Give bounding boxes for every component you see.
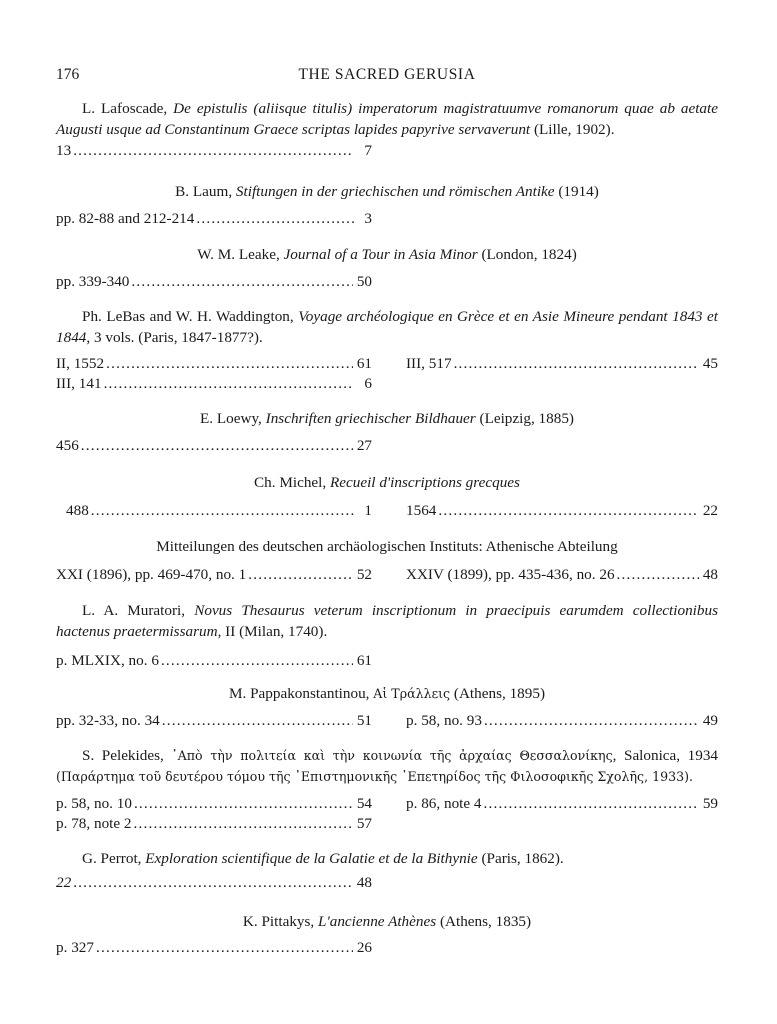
citation — [56, 408, 718, 429]
reference — [56, 271, 372, 292]
reference-number: 52 — [356, 566, 372, 583]
reference — [56, 710, 372, 731]
citation — [56, 244, 718, 265]
reference — [56, 937, 372, 958]
citation-title: Inschriften griechischer Bildhauer — [265, 410, 476, 427]
citation — [56, 848, 718, 869]
reference-row — [56, 500, 718, 521]
citation-author: G. Perrot, — [82, 850, 146, 867]
citation-title: Voyage archéologique en Grèce et en Asie Mineure pendant 1843 et 1844 — [56, 308, 718, 346]
reference-label: p. 86, note 4 — [406, 795, 482, 812]
citation-author: L. Lafoscade, — [82, 100, 174, 117]
page-number: 176 — [56, 66, 80, 83]
reference-number: 3 — [364, 210, 372, 227]
leader-dots — [73, 872, 353, 893]
reference-label: p. 58, no. 93 — [406, 712, 482, 729]
leader-dots — [134, 813, 353, 834]
citation-title: Stiftungen in der griechischen und römischen Antike — [235, 183, 555, 200]
leader-dots — [617, 564, 699, 585]
leader-dots — [131, 271, 352, 292]
reference-label: p. 58, no. 10 — [56, 795, 132, 812]
leader-dots — [162, 710, 353, 731]
reference — [56, 500, 372, 521]
reference-label: III, 141 — [56, 375, 102, 392]
citation-title: Recueil d'inscriptions grecques — [329, 474, 520, 491]
reference-label: pp. 339-340 — [56, 273, 130, 290]
reference-number: 27 — [356, 437, 372, 454]
bibliography-entry-muratori — [56, 600, 718, 671]
bibliography-entry-leake — [56, 244, 718, 292]
reference-number: 50 — [356, 273, 372, 290]
leader-dots — [196, 208, 354, 229]
citation-details: (Lille, 1902). — [530, 121, 615, 138]
reference-number: 48 — [356, 874, 372, 891]
reference-number: 26 — [356, 939, 372, 956]
reference — [56, 793, 372, 814]
citation-details: (Athens, 1895) — [450, 685, 546, 702]
reference — [56, 872, 372, 893]
reference — [406, 500, 718, 521]
citation-title: Exploration scientifique de la Galatie et de la Bithynie — [145, 850, 478, 867]
bibliography-entry-lafoscade — [56, 98, 718, 161]
leader-dots — [106, 353, 353, 374]
reference-label: XXIV (1899), pp. 435-436, no. 26 — [406, 566, 615, 583]
bibliography-entry-mitteilungen — [56, 536, 718, 585]
reference — [56, 564, 372, 585]
citation-details: , Salonica, 1934 — [612, 747, 719, 764]
citation-details: , II (Milan, 1740). — [217, 623, 328, 640]
bibliography-entry-pelekides — [56, 745, 718, 834]
leader-dots — [134, 793, 353, 814]
citation-author: B. Laum, — [175, 183, 236, 200]
reference-row — [56, 937, 718, 958]
reference-number: 59 — [702, 795, 718, 812]
leader-dots — [248, 564, 353, 585]
reference-row — [56, 271, 718, 292]
leader-dots — [91, 500, 354, 521]
citation-author: Ch. Michel, — [254, 474, 330, 491]
reference-label: II, 1552 — [56, 355, 105, 372]
citation-title: Αἱ Τράλλεις — [373, 686, 451, 701]
citation-details: (London, 1824) — [477, 246, 577, 263]
running-title: THE SACRED GERUSIA — [298, 66, 476, 83]
leader-dots — [96, 937, 353, 958]
reference-number: 51 — [356, 712, 372, 729]
citation-title: L'ancienne Athènes — [318, 913, 437, 930]
leader-dots — [81, 435, 353, 456]
bibliography-entry-lebas-waddington — [56, 306, 718, 394]
citation-details: (1914) — [554, 183, 599, 200]
document-page — [56, 0, 718, 1024]
reference — [56, 208, 372, 229]
citation-author: W. M. Leake, — [197, 246, 284, 263]
reference-label: 456 — [56, 437, 79, 454]
bibliography-entry-perrot — [56, 848, 718, 893]
reference-row — [56, 872, 718, 893]
reference — [406, 564, 718, 585]
reference — [406, 793, 718, 814]
reference — [406, 710, 718, 731]
leader-dots — [73, 140, 354, 161]
citation — [56, 745, 718, 787]
citation-author: L. A. Muratori, — [82, 602, 195, 619]
reference-label: p. MLXIX, no. 6 — [56, 652, 159, 669]
reference-number: 45 — [702, 355, 718, 372]
leader-dots — [484, 793, 699, 814]
reference-number: 57 — [356, 815, 372, 832]
citation-details: , 3 vols. (Paris, 1847-1877?). — [86, 329, 263, 346]
reference — [56, 650, 372, 671]
bibliography-entry-loewy — [56, 408, 718, 456]
reference-number: 1 — [364, 502, 372, 519]
reference-row — [56, 650, 718, 671]
citation-details: (Leipzig, 1885) — [475, 410, 574, 427]
citation-title: Novus Thesaurus veterum inscriptionum in praecipuis earumdem collectionibus hactenus praetermissarum — [56, 602, 718, 640]
citation — [56, 683, 718, 704]
bibliography-entry-michel — [56, 472, 718, 521]
reference-row — [56, 373, 718, 394]
citation-title: Journal of a Tour in Asia Minor — [283, 246, 478, 263]
reference-number: 49 — [702, 712, 718, 729]
reference-number: 7 — [364, 142, 372, 159]
reference-label: 22 — [56, 874, 72, 891]
citation-details: (Athens, 1835) — [436, 913, 532, 930]
reference-label: pp. 32-33, no. 34 — [56, 712, 160, 729]
reference-label: p. 327 — [56, 939, 94, 956]
reference — [56, 373, 372, 394]
reference — [56, 140, 372, 161]
citation-author: Ph. LeBas and W. H. Waddington, — [82, 308, 299, 325]
reference-row — [56, 710, 718, 731]
page-header — [56, 66, 718, 88]
reference-number: 48 — [702, 566, 718, 583]
citation-greek-note: (Παράρτημα τοῦ δευτέρου τόμου τῆς ᾿Επιστημονικῆς ᾿Επετηρίδος τῆς Φιλοσοφικῆς Σχολῆς, 1933). — [56, 769, 694, 784]
leader-dots — [104, 373, 354, 394]
reference — [56, 435, 372, 456]
citation — [56, 536, 718, 557]
citation — [56, 98, 718, 140]
reference-number: 54 — [356, 795, 372, 812]
citation — [56, 306, 718, 348]
leader-dots — [161, 650, 353, 671]
reference-label: 488 — [66, 502, 89, 519]
reference-label: 1564 — [406, 502, 437, 519]
bibliography-entry-pappakonstantinou — [56, 683, 718, 731]
reference-row — [56, 793, 718, 814]
citation-author: E. Loewy, — [200, 410, 266, 427]
citation-author: M. Pappakonstantinou, — [228, 685, 374, 702]
leader-dots — [484, 710, 699, 731]
reference-row — [56, 435, 718, 456]
leader-dots — [438, 500, 698, 521]
reference — [406, 353, 718, 374]
citation-details: (Paris, 1862). — [477, 850, 564, 867]
citation — [56, 600, 718, 642]
citation — [56, 181, 718, 202]
reference-label: p. 78, note 2 — [56, 815, 132, 832]
bibliography-entry-laum — [56, 181, 718, 229]
citation-author: S. Pelekides, — [82, 747, 172, 764]
reference — [56, 353, 372, 374]
reference-row — [56, 353, 718, 374]
citation-author: Mitteilungen des deutschen archäologischen Instituts: Athenische Abteilung — [156, 538, 618, 555]
citation — [56, 472, 718, 493]
leader-dots — [454, 353, 699, 374]
reference-label: 13 — [56, 142, 72, 159]
reference-row — [56, 813, 718, 834]
reference-number: 22 — [702, 502, 718, 519]
reference — [56, 813, 372, 834]
citation-author: K. Pittakys, — [242, 913, 319, 930]
citation-title: ᾿Απὸ τὴν πολιτεία καὶ τὴν κοινωνία τῆς ἀρχαίας Θεσσαλονίκης — [171, 748, 613, 763]
reference-label: III, 517 — [406, 355, 452, 372]
reference-row — [56, 208, 718, 229]
reference-number: 61 — [356, 652, 372, 669]
reference-label: pp. 82-88 and 212-214 — [56, 210, 195, 227]
citation — [56, 911, 718, 932]
citation-title: De epistulis (aliisque titulis) imperatorum magistratuumve romanorum quae ab aetate Augusti usque ad Constantinum Graece scriptas lapides papyrive servaverunt — [56, 100, 718, 138]
reference-number: 61 — [356, 355, 372, 372]
reference-number: 6 — [364, 375, 372, 392]
reference-row — [56, 564, 718, 585]
reference-row — [56, 140, 718, 161]
reference-label: XXI (1896), pp. 469-470, no. 1 — [56, 566, 247, 583]
bibliography-entry-pittakys — [56, 911, 718, 958]
